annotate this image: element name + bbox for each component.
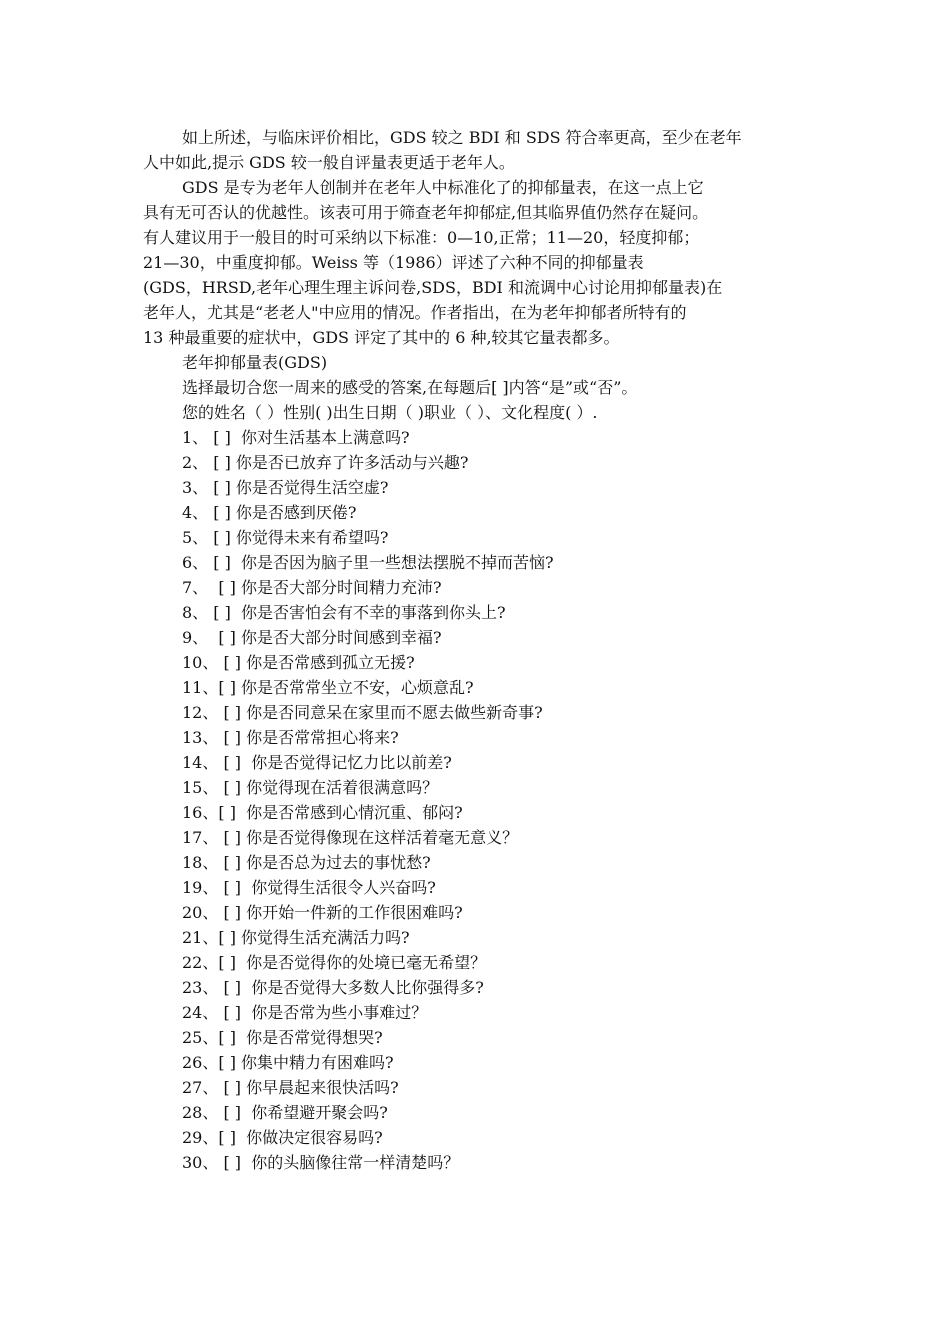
question-item: 12、 [ ] 你是否同意呆在家里而不愿去做些新奇事? [182,703,543,722]
question-item: 11、[ ] 你是否常常坐立不安，心烦意乱? [182,678,474,697]
question-item: 14、 [ ] 你是否觉得记忆力比以前差? [182,753,452,772]
question-item: 3、 [ ] 你是否觉得生活空虚? [182,478,389,497]
question-item: 25、[ ] 你是否常觉得想哭? [182,1028,383,1047]
question-item: 13、 [ ] 你是否常常担心将来? [182,728,399,747]
personal-info-line: 您的姓名（ ）性别( )出生日期（ )职业（ ）、文化程度( ）. [182,403,598,422]
paragraph-line: GDS 是专为老年人创制并在老年人中标准化了的抑郁量表，在这一点上它 [182,178,704,197]
question-item: 20、 [ ] 你开始一件新的工作很困难吗? [182,903,463,922]
paragraph-line: 老年人，尤其是“老老人"中应用的情况。作者指出，在为老年抑郁者所特有的 [143,303,687,322]
paragraph-line: (GDS，HRSD,老年心理生理主诉问卷,SDS，BDI 和流调中心讨论用抑郁量表)在 [143,278,723,297]
paragraph-line: 如上所述，与临床评价相比，GDS 较之 BDI 和 SDS 符合率更高，至少在老年 [182,128,742,147]
question-item: 7、 [ ] 你是否大部分时间精力充沛? [182,578,442,597]
question-item: 9、 [ ] 你是否大部分时间感到幸福? [182,628,442,647]
question-item: 24、 [ ] 你是否常为些小事难过？ [182,1003,428,1022]
paragraph-line: 13 种最重要的症状中，GDS 评定了其中的 6 种,较其它量表都多。 [143,328,620,347]
form-instruction: 选择最切合您一周来的感受的答案,在每题后[ ]内答“是”或“否”。 [182,378,638,397]
question-item: 5、 [ ] 你觉得未来有希望吗? [182,528,389,547]
paragraph-line: 21—30，中重度抑郁。Weiss 等（1986）评述了六种不同的抑郁量表 [143,253,644,272]
question-item: 4、 [ ] 你是否感到厌倦? [182,503,357,522]
question-item: 6、 [ ] 你是否因为脑子里一些想法摆脱不掉而苦恼? [182,553,554,572]
question-item: 26、[ ] 你集中精力有困难吗? [182,1053,394,1072]
question-item: 29、[ ] 你做决定很容易吗? [182,1128,383,1147]
question-item: 22、[ ] 你是否觉得你的处境已毫无希望？ [182,953,487,972]
question-item: 16、[ ] 你是否常感到心情沉重、郁闷? [182,803,463,822]
question-item: 1、 [ ] 你对生活基本上满意吗? [182,428,410,447]
paragraph-line: 具有无可否认的优越性。该表可用于筛查老年抑郁症,但其临界值仍然存在疑问。 [143,203,709,222]
question-item: 15、 [ ] 你觉得现在活着很满意吗？ [182,778,439,797]
question-item: 28、 [ ] 你希望避开聚会吗? [182,1103,388,1122]
paragraph-line: 人中如此,提示 GDS 较一般自评量表更适于老年人。 [143,153,515,172]
question-item: 21、[ ] 你觉得生活充满活力吗? [182,928,410,947]
question-item: 10、 [ ] 你是否常感到孤立无援? [182,653,415,672]
question-item: 27、 [ ] 你早晨起来很快活吗? [182,1078,399,1097]
question-item: 18、 [ ] 你是否总为过去的事忧愁? [182,853,431,872]
paragraph-line: 有人建议用于一般目的时可采纳以下标准：0—10,正常；11—20，轻度抑郁； [143,228,700,247]
form-title: 老年抑郁量表(GDS) [182,353,328,372]
question-item: 19、 [ ] 你觉得生活很令人兴奋吗? [182,878,436,897]
question-item: 23、 [ ] 你是否觉得大多数人比你强得多? [182,978,484,997]
question-item: 30、 [ ] 你的头脑像往常一样清楚吗？ [182,1153,460,1172]
question-item: 17、 [ ] 你是否觉得像现在这样活着毫无意义？ [182,828,519,847]
question-item: 8、 [ ] 你是否害怕会有不幸的事落到你头上? [182,603,506,622]
question-item: 2、 [ ] 你是否已放弃了许多活动与兴趣? [182,453,469,472]
